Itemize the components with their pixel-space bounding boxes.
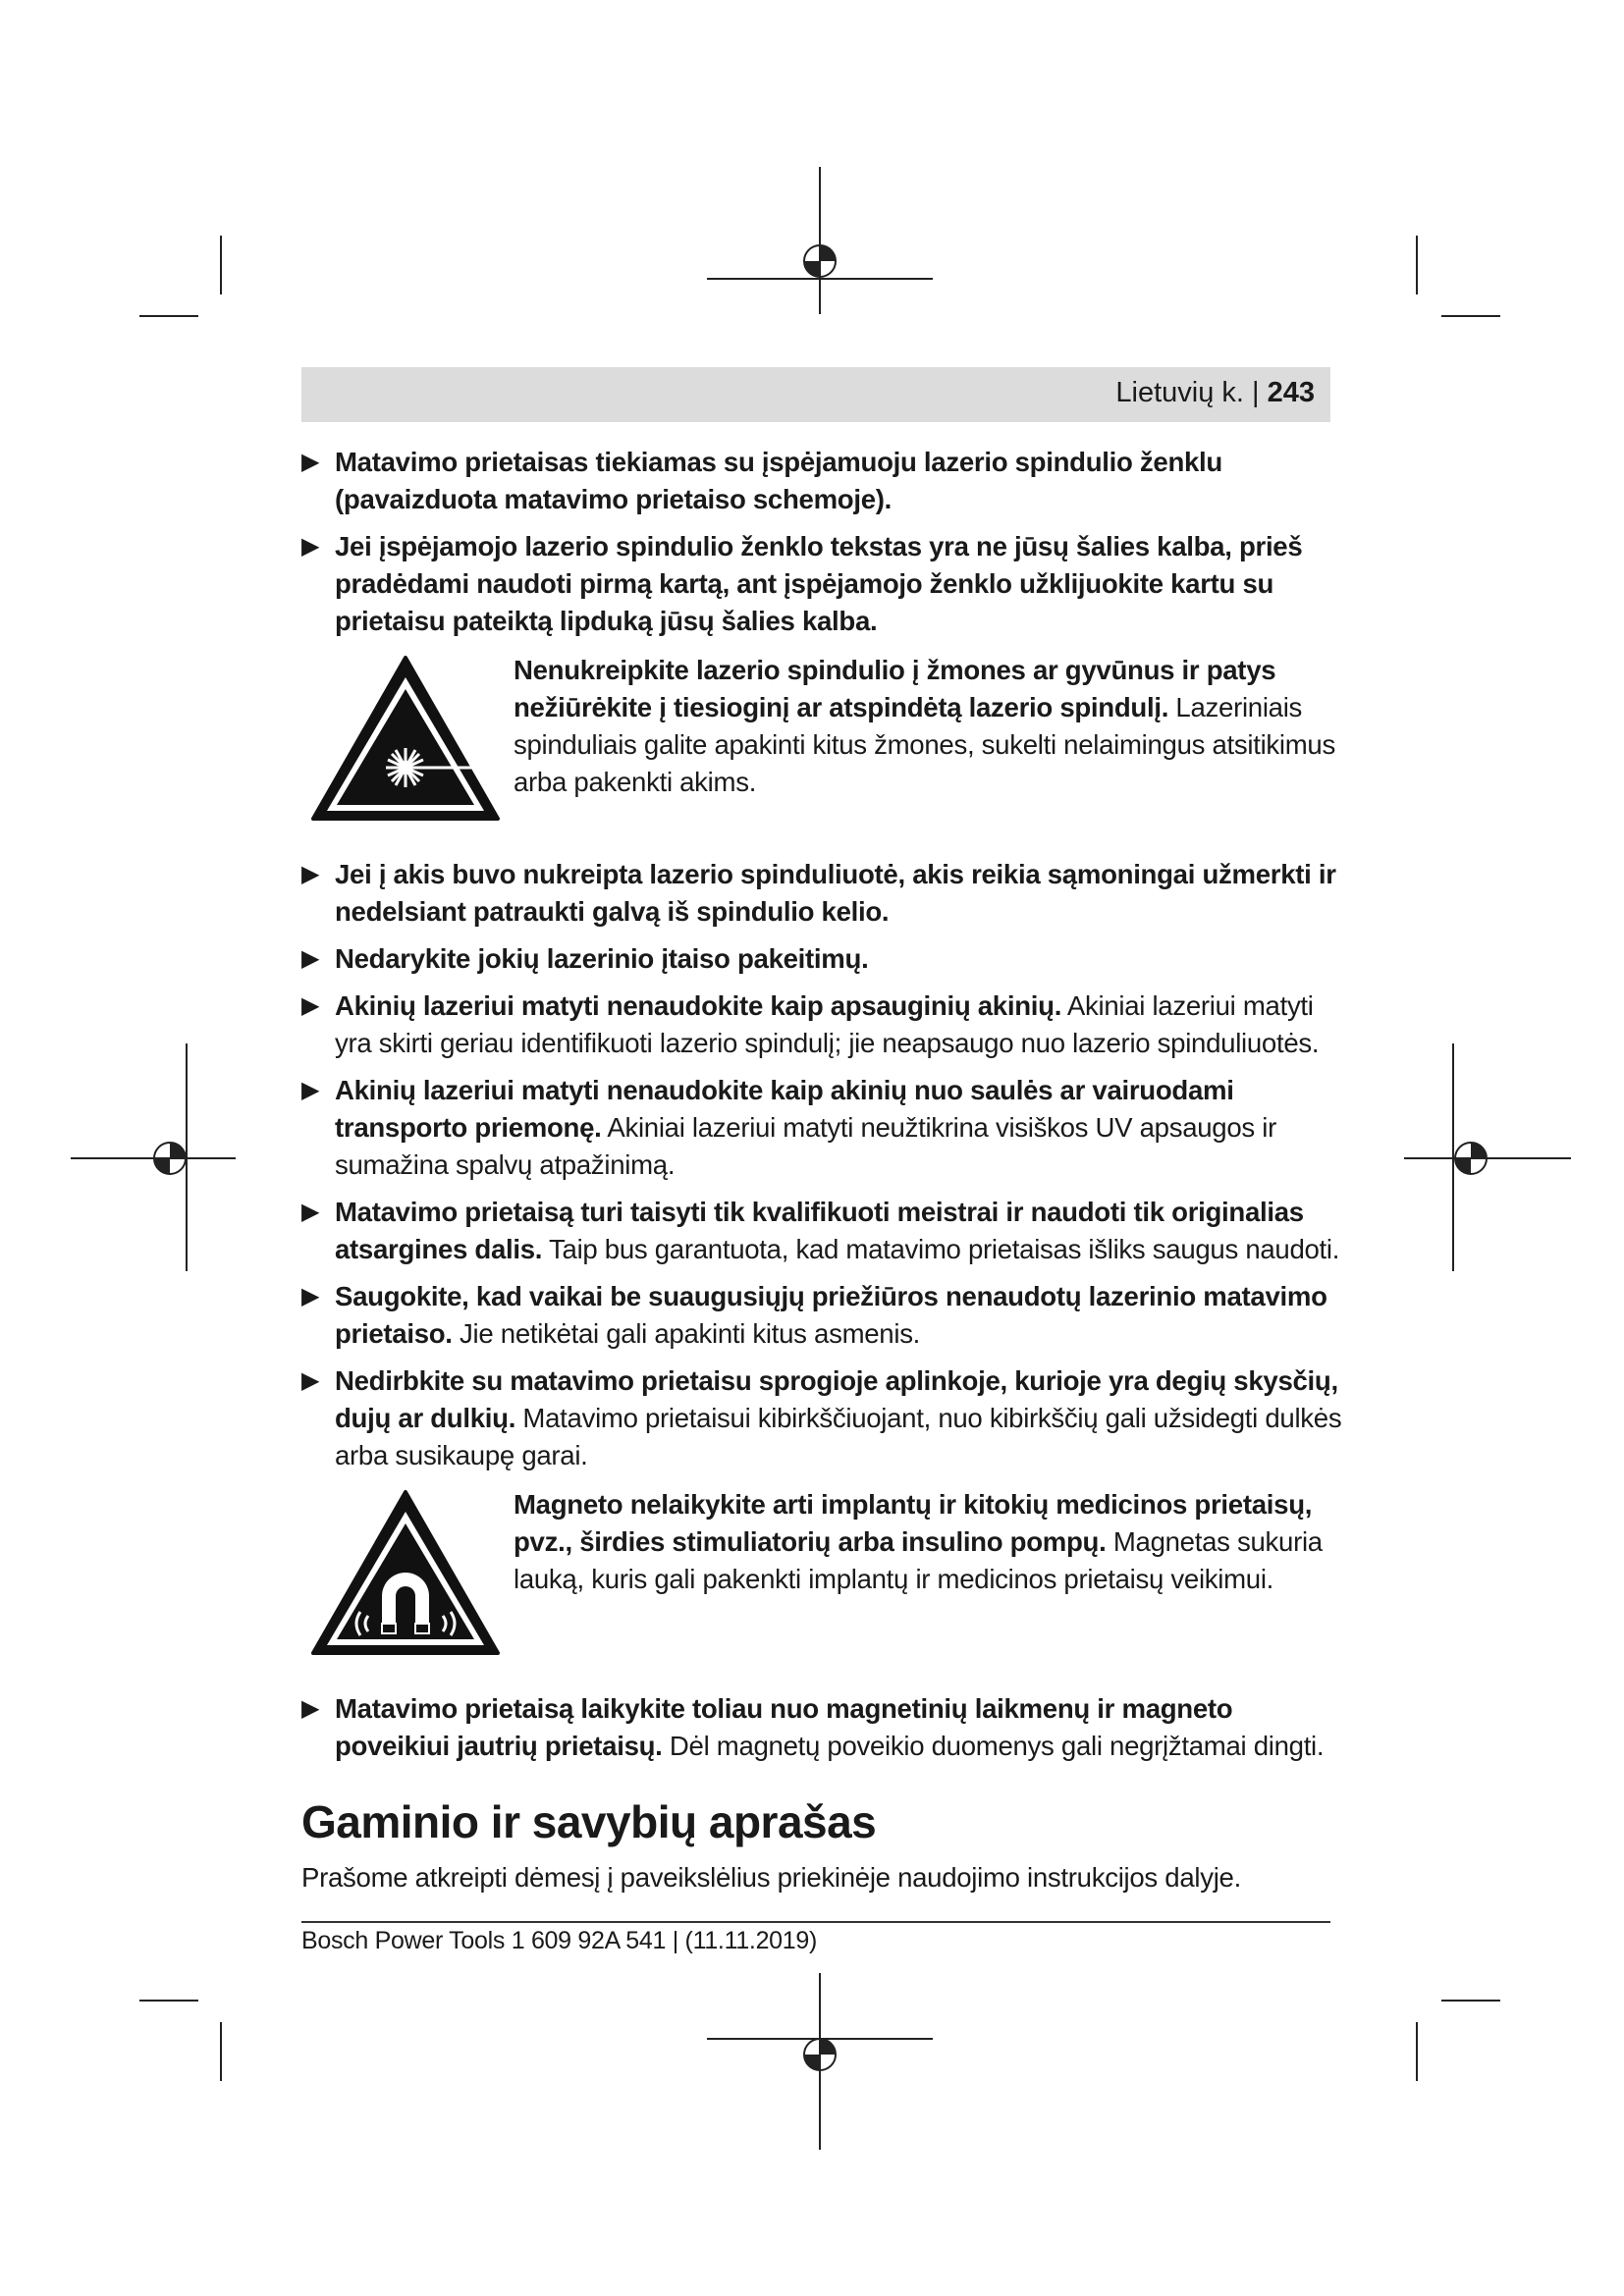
magnet-warning-icon: [307, 1486, 504, 1669]
item-normal-text: Jie netikėtai gali apakinti kitus asmenis.: [452, 1318, 921, 1349]
safety-content: [301, 444, 1342, 1896]
bullet-arrow-icon: ▶: [301, 1367, 320, 1394]
item-bold-text: Jei įspėjamojo lazerio spindulio ženklo tekstas yra ne jūsų šalies kalba, prieš pradėdami naudoti pirmą kartą, ant įspėjamojo ženklo užklijuokite kartu su prietaisu pateiktą lipduką jūsų šalies kalba.: [335, 531, 1303, 636]
item-normal-text: Akiniai lazeriui matyti yra skirti geriau identifikuoti lazerio spindulį; jie neapsaugo nuo lazerio spinduliuotės.: [335, 990, 1320, 1058]
list-item: [301, 1072, 1342, 1184]
item-bold-text: Matavimo prietaisą laikykite toliau nuo magnetinių laikmenų ir magneto poveikiui jautrių prietaisų.: [335, 1693, 1233, 1761]
item-bold-text: Akinių lazeriui matyti nenaudokite kaip apsauginių akinių.: [335, 990, 1062, 1021]
list-item: [301, 988, 1342, 1062]
page-header: [301, 367, 1330, 422]
item-bold-text: Matavimo prietaisą turi taisyti tik kvalifikuoti meistrai ir naudoti tik originalias atsargines dalis.: [335, 1197, 1304, 1264]
item-normal-text: Dėl magnetų poveikio duomenys gali negrįžtamai dingti.: [662, 1731, 1325, 1761]
bullet-arrow-icon: ▶: [301, 861, 320, 887]
item-normal-text: Matavimo prietaisui kibirkščiuojant, nuo kibirkščių gali užsidegti dulkės arba susikaupę garai.: [335, 1403, 1342, 1470]
footer-divider: [301, 1921, 1330, 1923]
footer-text: Bosch Power Tools 1 609 92A 541 | (11.11.2019): [301, 1927, 818, 1954]
list-item: [301, 1278, 1342, 1353]
item-bold-text: Matavimo prietaisas tiekiamas su įspėjamuoju lazerio spindulio ženklu (pavaizduota matavimo prietaiso schemoje).: [335, 447, 1222, 514]
bullet-arrow-icon: ▶: [301, 1077, 320, 1103]
warning-normal-text: Lazeriniais spinduliais galite apakinti kitus žmones, sukelti nelaimingus atsitikimus arba pakenkti akims.: [514, 692, 1335, 797]
laser-warning-text: [514, 652, 1342, 834]
header-label: Lietuvių k. |: [1115, 377, 1260, 408]
item-bold-text: Nedarykite jokių lazerinio įtaiso pakeitimų.: [335, 943, 869, 974]
laser-warning-block: [301, 652, 1342, 834]
warning-normal-text: Magnetas sukuria lauką, kuris gali pakenkti implantų ir medicinos prietaisų veikimui.: [514, 1526, 1323, 1594]
item-bold-text: Jei į akis buvo nukreipta lazerio spinduliuotė, akis reikia sąmoningai užmerkti ir nedelsiant patraukti galvą iš spindulio kelio.: [335, 859, 1336, 927]
bullet-arrow-icon: ▶: [301, 1283, 320, 1309]
item-bold-text: Nedirbkite su matavimo prietaisu sprogioje aplinkoje, kurioje yra degių skysčių, dujų ar dulkių.: [335, 1365, 1338, 1433]
laser-warning-icon: [307, 652, 504, 834]
bullet-arrow-icon: ▶: [301, 992, 320, 1019]
list-item: [301, 856, 1342, 931]
list-item: [301, 528, 1342, 640]
page-number: 243: [1267, 377, 1315, 408]
bullet-arrow-icon: ▶: [301, 449, 320, 475]
item-bold-text: Saugokite, kad vaikai be suaugusiųjų priežiūros nenaudotų lazerinio matavimo prietaiso.: [335, 1281, 1327, 1349]
item-bold-text: Akinių lazeriui matyti nenaudokite kaip akinių nuo saulės ar vairuodami transporto priemonę.: [335, 1075, 1234, 1143]
magnet-warning-block: [301, 1486, 1342, 1669]
bullet-arrow-icon: ▶: [301, 1695, 320, 1722]
bullet-arrow-icon: ▶: [301, 945, 320, 972]
item-normal-text: Akiniai lazeriui matyti neužtikrina visiškos UV apsaugos ir sumažina spalvų atpažinimą.: [335, 1112, 1276, 1180]
magnet-warning-text: [514, 1486, 1342, 1669]
section-body: Prašome atkreipti dėmesį į paveikslėlius priekinėje naudojimo instrukcijos dalyje.: [301, 1862, 1241, 1893]
header-text: [1115, 377, 1315, 409]
list-item: [301, 1194, 1342, 1268]
item-normal-text: Taip bus garantuota, kad matavimo prietaisas išliks saugus naudoti.: [542, 1234, 1340, 1264]
warning-bold-text: Magneto nelaikykite arti implantų ir kitokių medicinos prietaisų, pvz., širdies stimuliatorių arba insulino pompų.: [514, 1489, 1313, 1557]
list-item: [301, 1362, 1342, 1474]
list-item: [301, 444, 1342, 518]
bullet-arrow-icon: ▶: [301, 533, 320, 560]
section-title: Gaminio ir savybių aprašas: [301, 1796, 877, 1847]
list-item: [301, 1690, 1342, 1765]
list-item: [301, 940, 1342, 978]
warning-bold-text: Nenukreipkite lazerio spindulio į žmones ar gyvūnus ir patys nežiūrėkite į tiesioginį ar atspindėtą lazerio spindulį.: [514, 655, 1276, 722]
bullet-arrow-icon: ▶: [301, 1199, 320, 1225]
